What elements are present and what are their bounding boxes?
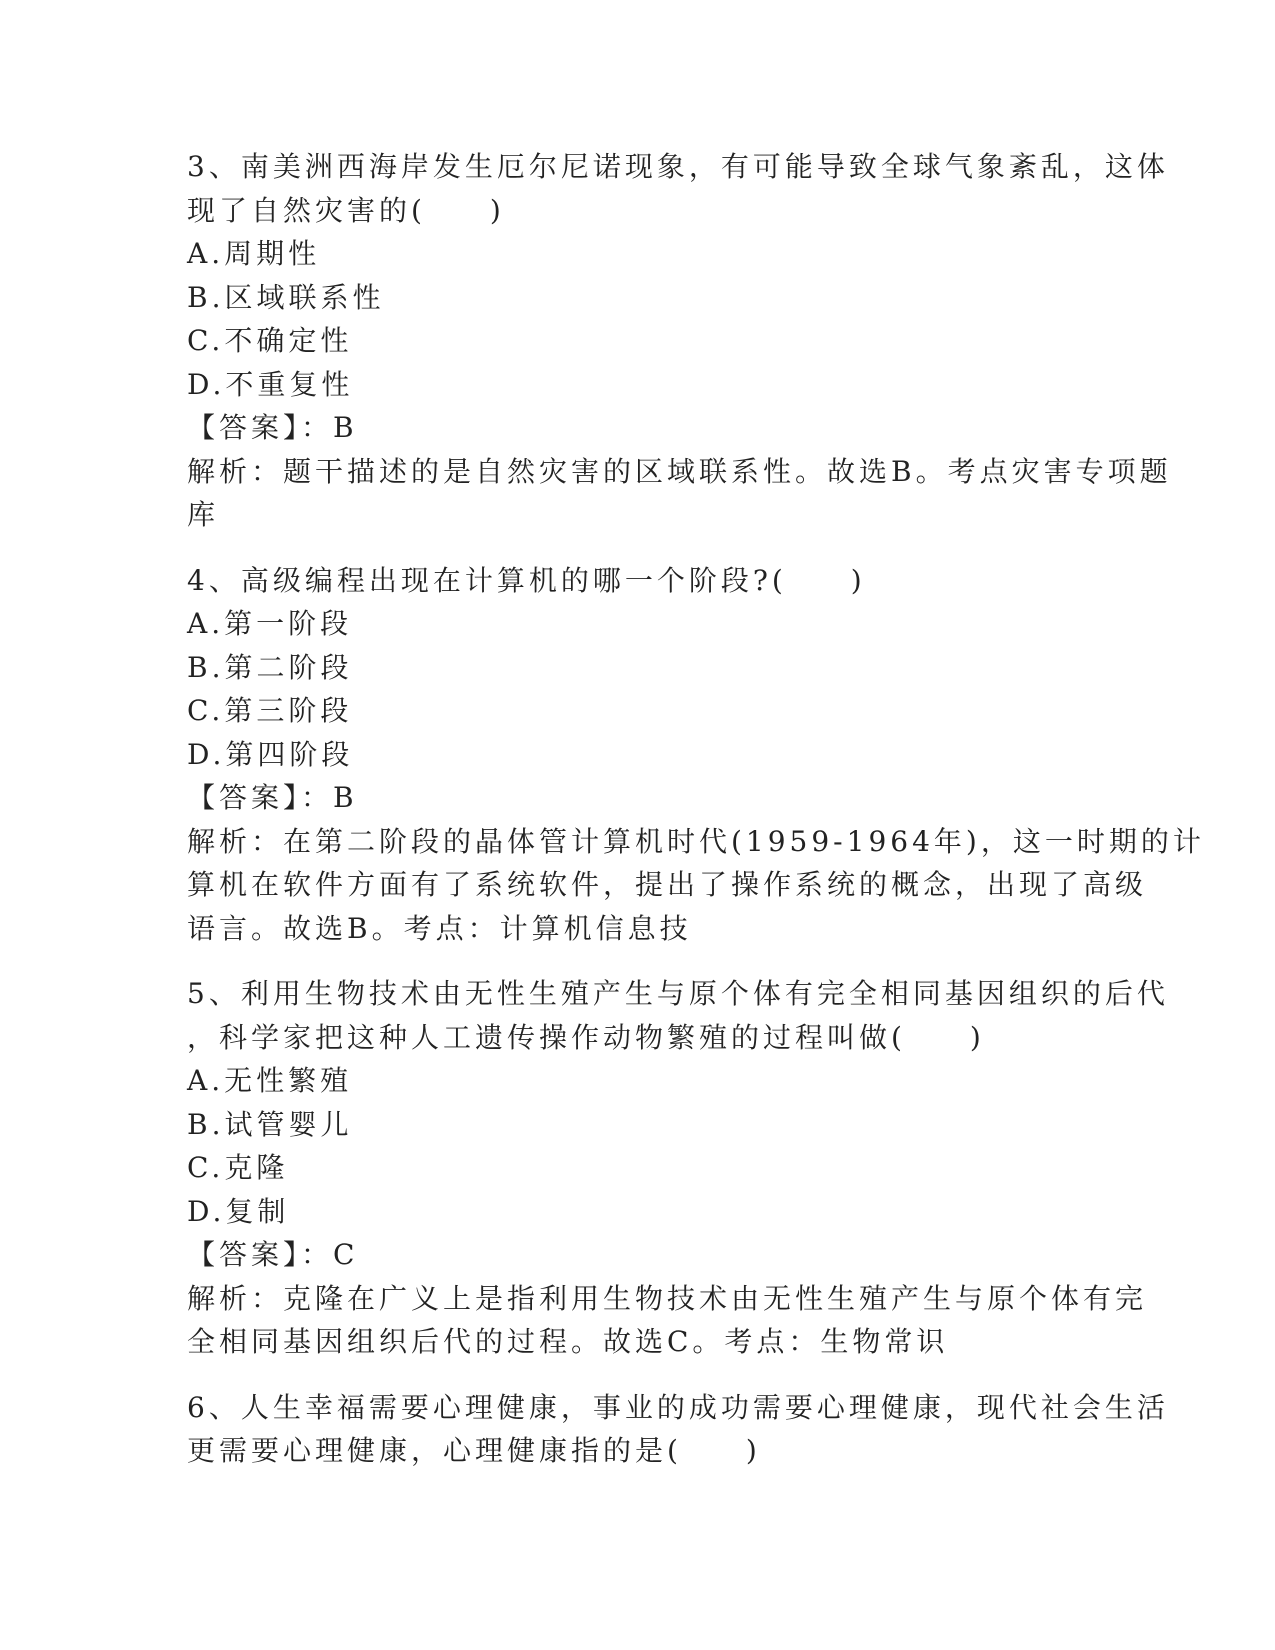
question-block [187, 145, 1172, 537]
analysis-line: 语言。故选B。考点：计算机信息技 [187, 911, 692, 945]
analysis-line: 解析：克隆在广义上是指利用生物技术由无性生殖产生与原个体有完 [187, 1281, 1148, 1315]
question-stem-line: 3、南美洲西海岸发生厄尔尼诺现象，有可能导致全球气象紊乱，这体 [187, 150, 1169, 183]
question-block [187, 972, 1169, 1364]
option-d: D.第四阶段 [187, 737, 354, 771]
question-stem-line: 5、利用生物技术由无性生殖产生与原个体有完全相同基因组织的后代 [187, 977, 1169, 1010]
option-b: B.区域联系性 [187, 280, 385, 314]
question-gap [187, 1364, 1087, 1386]
analysis-line: 算机在软件方面有了系统软件，提出了操作系统的概念，出现了高级 [187, 868, 1148, 901]
option-d: D.不重复性 [187, 367, 354, 401]
question-gap [187, 537, 1087, 559]
analysis-line: 库 [187, 498, 220, 531]
answer-line: 【答案】：B [187, 411, 358, 444]
option-a: A.周期性 [187, 237, 321, 270]
option-c: C.克隆 [187, 1151, 289, 1184]
answer-line: 【答案】：C [187, 1238, 359, 1271]
option-d: D.复制 [187, 1194, 290, 1228]
option-b: B.第二阶段 [187, 650, 353, 684]
analysis-line: 全相同基因组织后代的过程。故选C。考点：生物常识 [187, 1325, 949, 1358]
question-stem-line: 6、人生幸福需要心理健康，事业的成功需要心理健康，现代社会生活 [187, 1390, 1169, 1424]
option-c: C.第三阶段 [187, 694, 353, 727]
question-stem-line: 4、高级编程出现在计算机的哪一个阶段?( ) [187, 563, 866, 597]
answer-line: 【答案】：B [187, 781, 358, 814]
option-a: A.无性繁殖 [187, 1064, 353, 1097]
question-stem-line: 更需要心理健康，心理健康指的是( ) [187, 1434, 761, 1467]
question-stem-line: 现了自然灾害的( ) [187, 193, 505, 227]
option-c: C.不确定性 [187, 324, 353, 357]
question-block [187, 559, 1205, 951]
question-block [187, 1386, 1169, 1473]
question-gap [187, 950, 1087, 972]
question-list [187, 145, 1205, 1473]
question-stem-line: ，科学家把这种人工遗传操作动物繁殖的过程叫做( ) [187, 1020, 985, 1054]
option-b: B.试管婴儿 [187, 1107, 353, 1141]
option-a: A.第一阶段 [187, 607, 353, 640]
analysis-line: 解析：题干描述的是自然灾害的区域联系性。故选B。考点灾害专项题 [187, 454, 1172, 488]
analysis-line: 解析：在第二阶段的晶体管计算机时代(1959-1964年)，这一时期的计 [187, 824, 1205, 858]
